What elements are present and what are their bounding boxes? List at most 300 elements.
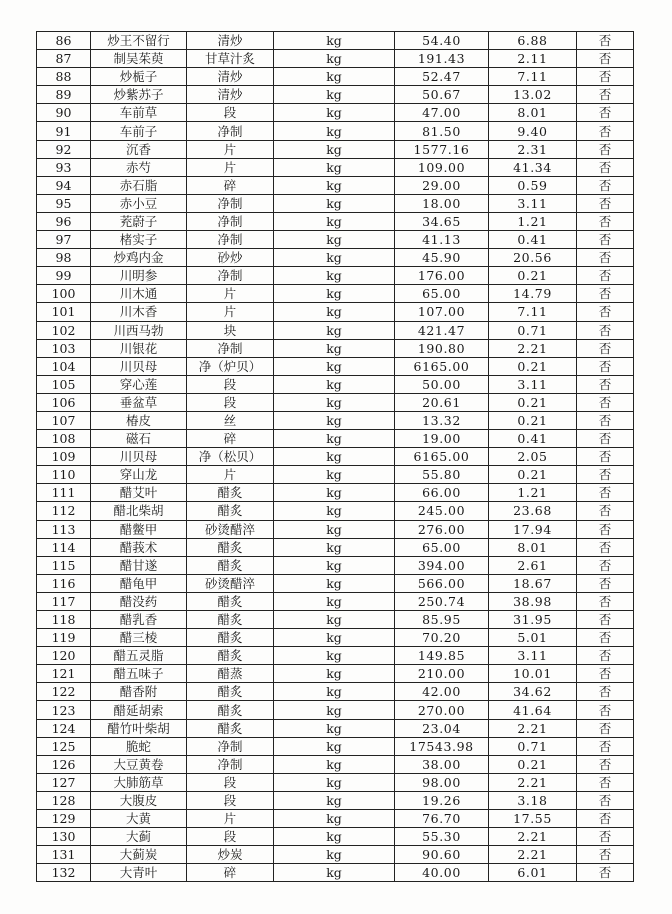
process-method-cell: 净制 xyxy=(187,755,274,773)
process-method-cell: 醋炙 xyxy=(187,701,274,719)
flag-cell: 否 xyxy=(577,737,634,755)
price-value-cell: 2.21 xyxy=(489,719,577,737)
row-number-cell: 113 xyxy=(37,520,91,538)
herb-name-cell: 大蓟 xyxy=(91,828,187,846)
table-row xyxy=(37,574,634,592)
unit-cell: kg xyxy=(274,430,395,448)
amount-value-cell: 66.00 xyxy=(395,484,489,502)
price-value-cell: 2.21 xyxy=(489,339,577,357)
table-row xyxy=(37,430,634,448)
price-value-cell: 7.11 xyxy=(489,303,577,321)
process-method-cell: 醋炙 xyxy=(187,611,274,629)
process-method-cell: 甘草汁炙 xyxy=(187,50,274,68)
table-row xyxy=(37,339,634,357)
price-value-cell: 2.21 xyxy=(489,773,577,791)
herb-name-cell: 大青叶 xyxy=(91,864,187,882)
herb-name-cell: 醋五灵脂 xyxy=(91,647,187,665)
process-method-cell: 净（炉贝） xyxy=(187,357,274,375)
amount-value-cell: 276.00 xyxy=(395,520,489,538)
price-value-cell: 3.11 xyxy=(489,375,577,393)
row-number-cell: 108 xyxy=(37,430,91,448)
unit-cell: kg xyxy=(274,665,395,683)
amount-value-cell: 17543.98 xyxy=(395,737,489,755)
amount-value-cell: 55.80 xyxy=(395,466,489,484)
row-number-cell: 117 xyxy=(37,592,91,610)
unit-cell: kg xyxy=(274,828,395,846)
price-value-cell: 0.59 xyxy=(489,176,577,194)
herb-name-cell: 赤芍 xyxy=(91,158,187,176)
table-row xyxy=(37,846,634,864)
table-row xyxy=(37,357,634,375)
price-value-cell: 14.79 xyxy=(489,285,577,303)
table-row xyxy=(37,719,634,737)
unit-cell: kg xyxy=(274,122,395,140)
price-value-cell: 3.11 xyxy=(489,647,577,665)
herb-name-cell: 醋莪术 xyxy=(91,538,187,556)
table-row xyxy=(37,520,634,538)
price-value-cell: 0.21 xyxy=(489,393,577,411)
process-method-cell: 清炒 xyxy=(187,86,274,104)
herb-name-cell: 沉香 xyxy=(91,140,187,158)
unit-cell: kg xyxy=(274,104,395,122)
price-value-cell: 41.64 xyxy=(489,701,577,719)
unit-cell: kg xyxy=(274,611,395,629)
process-method-cell: 醋炙 xyxy=(187,719,274,737)
price-value-cell: 10.01 xyxy=(489,665,577,683)
herb-name-cell: 穿山龙 xyxy=(91,466,187,484)
process-method-cell: 净制 xyxy=(187,122,274,140)
process-method-cell: 炒炭 xyxy=(187,846,274,864)
price-value-cell: 2.31 xyxy=(489,140,577,158)
process-method-cell: 醋炙 xyxy=(187,647,274,665)
amount-value-cell: 65.00 xyxy=(395,285,489,303)
process-method-cell: 碎 xyxy=(187,430,274,448)
row-number-cell: 98 xyxy=(37,249,91,267)
unit-cell: kg xyxy=(274,158,395,176)
row-number-cell: 118 xyxy=(37,611,91,629)
table-row xyxy=(37,791,634,809)
price-value-cell: 13.02 xyxy=(489,86,577,104)
unit-cell: kg xyxy=(274,212,395,230)
process-method-cell: 段 xyxy=(187,375,274,393)
row-number-cell: 96 xyxy=(37,212,91,230)
table-row xyxy=(37,249,634,267)
flag-cell: 否 xyxy=(577,176,634,194)
amount-value-cell: 109.00 xyxy=(395,158,489,176)
process-method-cell: 块 xyxy=(187,321,274,339)
unit-cell: kg xyxy=(274,701,395,719)
unit-cell: kg xyxy=(274,502,395,520)
herb-name-cell: 制吴茱萸 xyxy=(91,50,187,68)
flag-cell: 否 xyxy=(577,810,634,828)
table-row xyxy=(37,212,634,230)
price-value-cell: 0.21 xyxy=(489,755,577,773)
amount-value-cell: 76.70 xyxy=(395,810,489,828)
row-number-cell: 94 xyxy=(37,176,91,194)
table-row xyxy=(37,122,634,140)
row-number-cell: 129 xyxy=(37,810,91,828)
process-method-cell: 片 xyxy=(187,303,274,321)
row-number-cell: 121 xyxy=(37,665,91,683)
herb-name-cell: 炒王不留行 xyxy=(91,32,187,50)
unit-cell: kg xyxy=(274,140,395,158)
amount-value-cell: 52.47 xyxy=(395,68,489,86)
process-method-cell: 砂烫醋淬 xyxy=(187,520,274,538)
unit-cell: kg xyxy=(274,411,395,429)
amount-value-cell: 54.40 xyxy=(395,32,489,50)
unit-cell: kg xyxy=(274,719,395,737)
price-value-cell: 18.67 xyxy=(489,574,577,592)
unit-cell: kg xyxy=(274,520,395,538)
herb-name-cell: 醋龟甲 xyxy=(91,574,187,592)
price-value-cell: 1.21 xyxy=(489,484,577,502)
unit-cell: kg xyxy=(274,538,395,556)
unit-cell: kg xyxy=(274,629,395,647)
price-value-cell: 0.21 xyxy=(489,466,577,484)
unit-cell: kg xyxy=(274,810,395,828)
table-row xyxy=(37,683,634,701)
herb-name-cell: 车前草 xyxy=(91,104,187,122)
table-row xyxy=(37,647,634,665)
process-method-cell: 净制 xyxy=(187,267,274,285)
process-method-cell: 醋炙 xyxy=(187,629,274,647)
row-number-cell: 92 xyxy=(37,140,91,158)
flag-cell: 否 xyxy=(577,828,634,846)
table-row xyxy=(37,393,634,411)
flag-cell: 否 xyxy=(577,212,634,230)
herb-name-cell: 醋鳖甲 xyxy=(91,520,187,538)
table-row xyxy=(37,32,634,50)
row-number-cell: 104 xyxy=(37,357,91,375)
process-method-cell: 片 xyxy=(187,810,274,828)
table-row xyxy=(37,86,634,104)
price-value-cell: 0.21 xyxy=(489,267,577,285)
price-value-cell: 6.88 xyxy=(489,32,577,50)
table-row xyxy=(37,267,634,285)
unit-cell: kg xyxy=(274,737,395,755)
row-number-cell: 102 xyxy=(37,321,91,339)
amount-value-cell: 29.00 xyxy=(395,176,489,194)
process-method-cell: 净制 xyxy=(187,231,274,249)
row-number-cell: 125 xyxy=(37,737,91,755)
price-value-cell: 0.41 xyxy=(489,231,577,249)
amount-value-cell: 6165.00 xyxy=(395,448,489,466)
herb-name-cell: 醋延胡索 xyxy=(91,701,187,719)
process-method-cell: 醋炙 xyxy=(187,592,274,610)
table-row xyxy=(37,104,634,122)
row-number-cell: 86 xyxy=(37,32,91,50)
process-method-cell: 醋炙 xyxy=(187,502,274,520)
process-method-cell: 清炒 xyxy=(187,32,274,50)
row-number-cell: 99 xyxy=(37,267,91,285)
amount-value-cell: 41.13 xyxy=(395,231,489,249)
price-value-cell: 23.68 xyxy=(489,502,577,520)
flag-cell: 否 xyxy=(577,665,634,683)
table-row xyxy=(37,629,634,647)
unit-cell: kg xyxy=(274,267,395,285)
flag-cell: 否 xyxy=(577,194,634,212)
amount-value-cell: 421.47 xyxy=(395,321,489,339)
unit-cell: kg xyxy=(274,484,395,502)
unit-cell: kg xyxy=(274,791,395,809)
unit-cell: kg xyxy=(274,285,395,303)
unit-cell: kg xyxy=(274,864,395,882)
herb-name-cell: 楮实子 xyxy=(91,231,187,249)
process-method-cell: 清炒 xyxy=(187,68,274,86)
process-method-cell: 段 xyxy=(187,104,274,122)
flag-cell: 否 xyxy=(577,611,634,629)
price-value-cell: 7.11 xyxy=(489,68,577,86)
herb-name-cell: 车前子 xyxy=(91,122,187,140)
herb-name-cell: 醋五味子 xyxy=(91,665,187,683)
table-row xyxy=(37,50,634,68)
price-value-cell: 20.56 xyxy=(489,249,577,267)
flag-cell: 否 xyxy=(577,68,634,86)
row-number-cell: 89 xyxy=(37,86,91,104)
price-value-cell: 2.21 xyxy=(489,846,577,864)
herb-name-cell: 炒鸡内金 xyxy=(91,249,187,267)
process-method-cell: 段 xyxy=(187,393,274,411)
flag-cell: 否 xyxy=(577,339,634,357)
table-row xyxy=(37,592,634,610)
amount-value-cell: 107.00 xyxy=(395,303,489,321)
flag-cell: 否 xyxy=(577,267,634,285)
process-method-cell: 醋炙 xyxy=(187,538,274,556)
flag-cell: 否 xyxy=(577,393,634,411)
row-number-cell: 124 xyxy=(37,719,91,737)
amount-value-cell: 6165.00 xyxy=(395,357,489,375)
amount-value-cell: 98.00 xyxy=(395,773,489,791)
price-value-cell: 17.94 xyxy=(489,520,577,538)
flag-cell: 否 xyxy=(577,773,634,791)
herb-name-cell: 川木香 xyxy=(91,303,187,321)
table-row xyxy=(37,773,634,791)
unit-cell: kg xyxy=(274,846,395,864)
unit-cell: kg xyxy=(274,249,395,267)
row-number-cell: 87 xyxy=(37,50,91,68)
flag-cell: 否 xyxy=(577,50,634,68)
process-method-cell: 净（松贝） xyxy=(187,448,274,466)
table-row xyxy=(37,755,634,773)
row-number-cell: 120 xyxy=(37,647,91,665)
unit-cell: kg xyxy=(274,647,395,665)
amount-value-cell: 45.90 xyxy=(395,249,489,267)
table-row xyxy=(37,158,634,176)
unit-cell: kg xyxy=(274,393,395,411)
herb-name-cell: 赤小豆 xyxy=(91,194,187,212)
unit-cell: kg xyxy=(274,231,395,249)
row-number-cell: 105 xyxy=(37,375,91,393)
amount-value-cell: 18.00 xyxy=(395,194,489,212)
herb-name-cell: 大肺筋草 xyxy=(91,773,187,791)
herb-name-cell: 川银花 xyxy=(91,339,187,357)
unit-cell: kg xyxy=(274,592,395,610)
herb-name-cell: 醋竹叶柴胡 xyxy=(91,719,187,737)
unit-cell: kg xyxy=(274,556,395,574)
process-method-cell: 净制 xyxy=(187,212,274,230)
herb-name-cell: 醋三棱 xyxy=(91,629,187,647)
price-value-cell: 3.11 xyxy=(489,194,577,212)
herb-name-cell: 川明参 xyxy=(91,267,187,285)
amount-value-cell: 190.80 xyxy=(395,339,489,357)
flag-cell: 否 xyxy=(577,357,634,375)
table-row xyxy=(37,466,634,484)
price-value-cell: 0.71 xyxy=(489,737,577,755)
table-body xyxy=(37,32,634,882)
row-number-cell: 132 xyxy=(37,864,91,882)
amount-value-cell: 270.00 xyxy=(395,701,489,719)
row-number-cell: 110 xyxy=(37,466,91,484)
process-method-cell: 醋蒸 xyxy=(187,665,274,683)
unit-cell: kg xyxy=(274,339,395,357)
price-value-cell: 0.21 xyxy=(489,357,577,375)
process-method-cell: 片 xyxy=(187,140,274,158)
price-value-cell: 6.01 xyxy=(489,864,577,882)
table-row xyxy=(37,448,634,466)
herb-name-cell: 磁石 xyxy=(91,430,187,448)
table-row xyxy=(37,701,634,719)
process-method-cell: 醋炙 xyxy=(187,484,274,502)
row-number-cell: 123 xyxy=(37,701,91,719)
table-row xyxy=(37,864,634,882)
table-row xyxy=(37,375,634,393)
herb-name-cell: 醋没药 xyxy=(91,592,187,610)
flag-cell: 否 xyxy=(577,864,634,882)
amount-value-cell: 250.74 xyxy=(395,592,489,610)
process-method-cell: 砂炒 xyxy=(187,249,274,267)
row-number-cell: 93 xyxy=(37,158,91,176)
process-method-cell: 片 xyxy=(187,285,274,303)
amount-value-cell: 81.50 xyxy=(395,122,489,140)
herb-name-cell: 脆蛇 xyxy=(91,737,187,755)
flag-cell: 否 xyxy=(577,755,634,773)
process-method-cell: 净制 xyxy=(187,194,274,212)
amount-value-cell: 34.65 xyxy=(395,212,489,230)
unit-cell: kg xyxy=(274,321,395,339)
table-row xyxy=(37,194,634,212)
process-method-cell: 碎 xyxy=(187,176,274,194)
herb-price-table xyxy=(36,31,634,882)
process-method-cell: 段 xyxy=(187,828,274,846)
price-value-cell: 2.61 xyxy=(489,556,577,574)
amount-value-cell: 23.04 xyxy=(395,719,489,737)
unit-cell: kg xyxy=(274,68,395,86)
unit-cell: kg xyxy=(274,466,395,484)
process-method-cell: 醋炙 xyxy=(187,683,274,701)
process-method-cell: 碎 xyxy=(187,864,274,882)
price-value-cell: 8.01 xyxy=(489,104,577,122)
row-number-cell: 128 xyxy=(37,791,91,809)
row-number-cell: 114 xyxy=(37,538,91,556)
price-value-cell: 5.01 xyxy=(489,629,577,647)
flag-cell: 否 xyxy=(577,285,634,303)
flag-cell: 否 xyxy=(577,592,634,610)
row-number-cell: 101 xyxy=(37,303,91,321)
row-number-cell: 91 xyxy=(37,122,91,140)
herb-name-cell: 大腹皮 xyxy=(91,791,187,809)
flag-cell: 否 xyxy=(577,86,634,104)
row-number-cell: 100 xyxy=(37,285,91,303)
table-row xyxy=(37,502,634,520)
amount-value-cell: 210.00 xyxy=(395,665,489,683)
amount-value-cell: 50.67 xyxy=(395,86,489,104)
process-method-cell: 砂烫醋淬 xyxy=(187,574,274,592)
flag-cell: 否 xyxy=(577,683,634,701)
row-number-cell: 119 xyxy=(37,629,91,647)
amount-value-cell: 40.00 xyxy=(395,864,489,882)
flag-cell: 否 xyxy=(577,538,634,556)
amount-value-cell: 394.00 xyxy=(395,556,489,574)
row-number-cell: 95 xyxy=(37,194,91,212)
price-value-cell: 3.18 xyxy=(489,791,577,809)
process-method-cell: 片 xyxy=(187,466,274,484)
amount-value-cell: 42.00 xyxy=(395,683,489,701)
process-method-cell: 段 xyxy=(187,791,274,809)
price-value-cell: 8.01 xyxy=(489,538,577,556)
unit-cell: kg xyxy=(274,303,395,321)
row-number-cell: 90 xyxy=(37,104,91,122)
flag-cell: 否 xyxy=(577,556,634,574)
table-row xyxy=(37,737,634,755)
flag-cell: 否 xyxy=(577,846,634,864)
table-row xyxy=(37,538,634,556)
herb-name-cell: 醋北柴胡 xyxy=(91,502,187,520)
flag-cell: 否 xyxy=(577,502,634,520)
price-value-cell: 38.98 xyxy=(489,592,577,610)
amount-value-cell: 19.00 xyxy=(395,430,489,448)
process-method-cell: 净制 xyxy=(187,737,274,755)
row-number-cell: 122 xyxy=(37,683,91,701)
herb-name-cell: 炒栀子 xyxy=(91,68,187,86)
flag-cell: 否 xyxy=(577,104,634,122)
unit-cell: kg xyxy=(274,574,395,592)
table-row xyxy=(37,810,634,828)
herb-name-cell: 醋甘遂 xyxy=(91,556,187,574)
flag-cell: 否 xyxy=(577,303,634,321)
process-method-cell: 段 xyxy=(187,773,274,791)
table-row xyxy=(37,665,634,683)
row-number-cell: 103 xyxy=(37,339,91,357)
price-value-cell: 31.95 xyxy=(489,611,577,629)
table-row xyxy=(37,285,634,303)
table-row xyxy=(37,321,634,339)
process-method-cell: 片 xyxy=(187,158,274,176)
amount-value-cell: 149.85 xyxy=(395,647,489,665)
amount-value-cell: 20.61 xyxy=(395,393,489,411)
flag-cell: 否 xyxy=(577,122,634,140)
amount-value-cell: 1577.16 xyxy=(395,140,489,158)
herb-name-cell: 大豆黄卷 xyxy=(91,755,187,773)
herb-name-cell: 垂盆草 xyxy=(91,393,187,411)
herb-name-cell: 醋乳香 xyxy=(91,611,187,629)
process-method-cell: 净制 xyxy=(187,339,274,357)
flag-cell: 否 xyxy=(577,791,634,809)
row-number-cell: 109 xyxy=(37,448,91,466)
row-number-cell: 126 xyxy=(37,755,91,773)
flag-cell: 否 xyxy=(577,249,634,267)
row-number-cell: 107 xyxy=(37,411,91,429)
price-value-cell: 2.21 xyxy=(489,828,577,846)
table-row xyxy=(37,556,634,574)
table-row xyxy=(37,140,634,158)
table-row xyxy=(37,828,634,846)
unit-cell: kg xyxy=(274,448,395,466)
herb-name-cell: 川贝母 xyxy=(91,357,187,375)
flag-cell: 否 xyxy=(577,701,634,719)
flag-cell: 否 xyxy=(577,321,634,339)
unit-cell: kg xyxy=(274,357,395,375)
price-value-cell: 1.21 xyxy=(489,212,577,230)
